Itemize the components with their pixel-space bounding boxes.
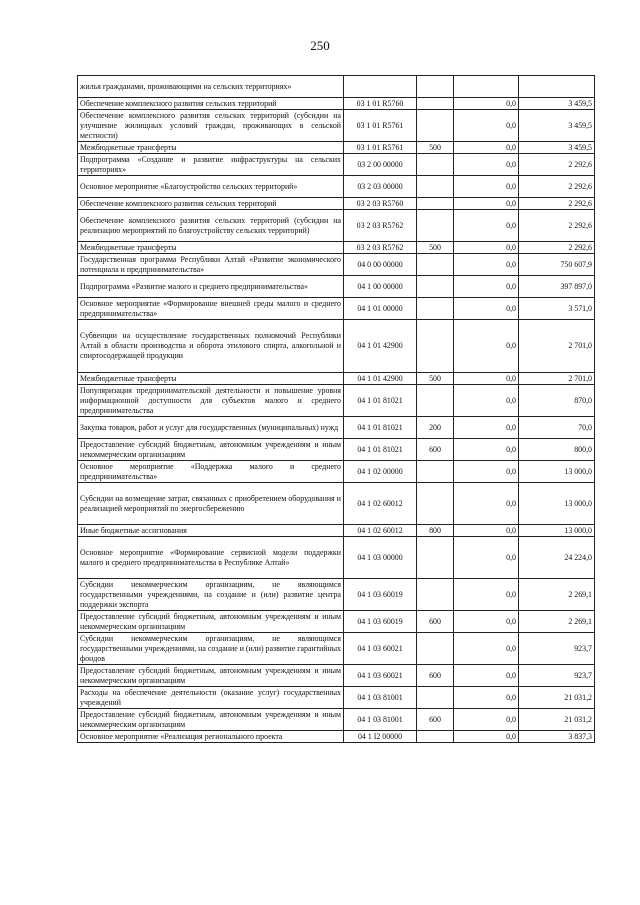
amount-cell: 0,0	[454, 298, 519, 320]
table-row	[78, 242, 595, 254]
row-name-cell: Предоставление субсидий бюджетным, автономным учреждениям и иным некоммерческим организациям	[78, 709, 344, 731]
amount-cell: 2 292,6	[519, 154, 595, 176]
expense-type-cell	[417, 731, 454, 743]
row-name-cell: Межбюджетные трансферты	[78, 242, 344, 254]
row-name-cell: Субсидии на возмещение затрат, связанных с приобретением оборудования и реализацией мероприятий по энергосбережению	[78, 483, 344, 525]
target-code-cell: 04 1 03 60019	[344, 579, 417, 611]
table-row	[78, 731, 595, 743]
row-name-cell: Государственная программа Республики Алтай «Развитие экономического потенциала и предпринимательства»	[78, 254, 344, 276]
row-name-cell: Межбюджетные трансферты	[78, 142, 344, 154]
amount-cell: 3 459,5	[519, 110, 595, 142]
amount-cell: 2 292,6	[519, 210, 595, 242]
expense-type-cell	[417, 210, 454, 242]
amount-cell: 0,0	[454, 579, 519, 611]
row-name-cell: Субсидии некоммерческим организациям, не являющимся государственными учреждениями, на создание и (или) развитие центра поддержки экспорта	[78, 579, 344, 611]
target-code-cell: 04 1 02 60012	[344, 483, 417, 525]
table-row	[78, 525, 595, 537]
page-number: 250	[310, 38, 330, 53]
expense-type-cell	[417, 579, 454, 611]
amount-cell	[519, 76, 595, 98]
amount-cell: 70,0	[519, 417, 595, 439]
target-code-cell: 04 1 01 81021	[344, 385, 417, 417]
table-row	[78, 483, 595, 525]
row-name-cell: Расходы на обеспечение деятельности (оказание услуг) государственных учреждений	[78, 687, 344, 709]
expense-type-cell	[417, 385, 454, 417]
amount-cell: 0,0	[454, 633, 519, 665]
amount-cell: 0,0	[454, 525, 519, 537]
row-name-cell: Субсидии некоммерческим организациям, не являющимся государственными учреждениями, на создание и (или) развитие гарантийных фондов	[78, 633, 344, 665]
table-row	[78, 320, 595, 373]
table-row	[78, 210, 595, 242]
row-name-cell: Предоставление субсидий бюджетным, автономным учреждениям и иным некоммерческим организациям	[78, 611, 344, 633]
amount-cell: 2 269,1	[519, 579, 595, 611]
amount-cell: 0,0	[454, 665, 519, 687]
amount-cell: 0,0	[454, 439, 519, 461]
target-code-cell: 04 1 01 81021	[344, 417, 417, 439]
target-code-cell: 04 1 00 00000	[344, 276, 417, 298]
row-name-cell: Основное мероприятие «Благоустройство сельских территорий»	[78, 176, 344, 198]
amount-cell: 397 897,0	[519, 276, 595, 298]
amount-cell: 750 607,9	[519, 254, 595, 276]
amount-cell: 3 837,3	[519, 731, 595, 743]
target-code-cell: 04 1 03 60019	[344, 611, 417, 633]
row-name-cell: Предоставление субсидий бюджетным, автономным учреждениям и иным некоммерческим организациям	[78, 665, 344, 687]
expense-type-cell: 500	[417, 373, 454, 385]
table-row	[78, 110, 595, 142]
amount-cell: 0,0	[454, 276, 519, 298]
amount-cell: 2 269,1	[519, 611, 595, 633]
amount-cell: 2 292,6	[519, 242, 595, 254]
target-code-cell: 04 1 03 81001	[344, 687, 417, 709]
amount-cell: 923,7	[519, 665, 595, 687]
target-code-cell: 04 1 01 00000	[344, 298, 417, 320]
expense-type-cell	[417, 98, 454, 110]
amount-cell: 0,0	[454, 709, 519, 731]
table-row	[78, 537, 595, 579]
expense-type-cell: 500	[417, 242, 454, 254]
row-name-cell: Обеспечение комплексного развития сельских территорий (субсидии на улучшение жилищных условий граждан, проживающих в сельской местности)	[78, 110, 344, 142]
amount-cell: 2 292,6	[519, 198, 595, 210]
amount-cell: 13 000,0	[519, 483, 595, 525]
target-code-cell: 03 2 00 00000	[344, 154, 417, 176]
target-code-cell: 04 1 02 60012	[344, 525, 417, 537]
expense-type-cell	[417, 298, 454, 320]
amount-cell: 0,0	[454, 198, 519, 210]
amount-cell: 0,0	[454, 320, 519, 373]
amount-cell: 0,0	[454, 176, 519, 198]
table-row	[78, 276, 595, 298]
amount-cell	[454, 76, 519, 98]
expense-type-cell	[417, 320, 454, 373]
amount-cell: 0,0	[454, 373, 519, 385]
target-code-cell: 04 1 03 81001	[344, 709, 417, 731]
amount-cell: 0,0	[454, 98, 519, 110]
target-code-cell: 04 1 03 60021	[344, 665, 417, 687]
amount-cell: 13 000,0	[519, 461, 595, 483]
budget-table-body	[78, 76, 595, 743]
expense-type-cell	[417, 198, 454, 210]
amount-cell: 3 571,0	[519, 298, 595, 320]
expense-type-cell	[417, 110, 454, 142]
target-code-cell: 04 1 01 42900	[344, 320, 417, 373]
expense-type-cell	[417, 154, 454, 176]
amount-cell: 0,0	[454, 417, 519, 439]
amount-cell: 3 459,5	[519, 142, 595, 154]
row-name-cell: Основное мероприятие «Поддержка малого и среднего предпринимательства»	[78, 461, 344, 483]
expense-type-cell	[417, 687, 454, 709]
amount-cell: 923,7	[519, 633, 595, 665]
amount-cell: 0,0	[454, 254, 519, 276]
target-code-cell: 03 2 03 00000	[344, 176, 417, 198]
row-name-cell: Популяризация предпринимательской деятельности и повышение уровня информационной доступности для субъектов малого и среднего предпринимательства	[78, 385, 344, 417]
amount-cell: 870,0	[519, 385, 595, 417]
amount-cell: 800,0	[519, 439, 595, 461]
row-name-cell: Основное мероприятие «Формирование внешней среды малого и среднего предпринимательства»	[78, 298, 344, 320]
amount-cell: 3 459,5	[519, 98, 595, 110]
row-name-cell: Иные бюджетные ассигнования	[78, 525, 344, 537]
table-row	[78, 76, 595, 98]
row-name-cell: Субвенции на осуществление государственных полномочий Республики Алтай в области производства и оборота этилового спирта, алкогольной и спиртосодержащей продукции	[78, 320, 344, 373]
expense-type-cell: 600	[417, 665, 454, 687]
row-name-cell: Предоставление субсидий бюджетным, автономным учреждениям и иным некоммерческим организациям	[78, 439, 344, 461]
target-code-cell: 03 2 03 R5762	[344, 242, 417, 254]
table-row	[78, 665, 595, 687]
amount-cell: 13 000,0	[519, 525, 595, 537]
expense-type-cell	[417, 633, 454, 665]
amount-cell: 0,0	[454, 687, 519, 709]
target-code-cell: 03 1 01 R5761	[344, 142, 417, 154]
amount-cell: 0,0	[454, 731, 519, 743]
target-code-cell: 04 0 00 00000	[344, 254, 417, 276]
row-name-cell: Подпрограмма «Создание и развитие инфраструктуры на сельских территориях»	[78, 154, 344, 176]
amount-cell: 21 031,2	[519, 687, 595, 709]
target-code-cell: 03 1 01 R5761	[344, 110, 417, 142]
amount-cell: 2 701,0	[519, 373, 595, 385]
table-row	[78, 176, 595, 198]
table-row	[78, 254, 595, 276]
expense-type-cell	[417, 254, 454, 276]
target-code-cell	[344, 76, 417, 98]
amount-cell: 0,0	[454, 210, 519, 242]
amount-cell: 2 701,0	[519, 320, 595, 373]
table-row	[78, 417, 595, 439]
table-row	[78, 687, 595, 709]
amount-cell: 21 031,2	[519, 709, 595, 731]
amount-cell: 0,0	[454, 461, 519, 483]
table-row	[78, 385, 595, 417]
expense-type-cell	[417, 483, 454, 525]
table-row	[78, 633, 595, 665]
budget-table	[77, 75, 595, 743]
amount-cell: 0,0	[454, 110, 519, 142]
row-name-cell: Подпрограмма «Развитие малого и среднего предпринимательства»	[78, 276, 344, 298]
amount-cell: 2 292,6	[519, 176, 595, 198]
expense-type-cell	[417, 176, 454, 198]
row-name-cell: жилья гражданами, проживающими на сельских территориях»	[78, 76, 344, 98]
table-row	[78, 198, 595, 210]
table-row	[78, 98, 595, 110]
expense-type-cell: 600	[417, 439, 454, 461]
amount-cell: 24 224,0	[519, 537, 595, 579]
expense-type-cell: 600	[417, 611, 454, 633]
table-row	[78, 142, 595, 154]
expense-type-cell: 600	[417, 709, 454, 731]
target-code-cell: 04 1 02 00000	[344, 461, 417, 483]
amount-cell: 0,0	[454, 537, 519, 579]
target-code-cell: 03 2 03 R5760	[344, 198, 417, 210]
table-row	[78, 373, 595, 385]
amount-cell: 0,0	[454, 483, 519, 525]
row-name-cell: Обеспечение комплексного развития сельских территорий	[78, 198, 344, 210]
expense-type-cell	[417, 537, 454, 579]
expense-type-cell: 800	[417, 525, 454, 537]
row-name-cell: Обеспечение комплексного развития сельских территорий	[78, 98, 344, 110]
row-name-cell: Обеспечение комплексного развития сельских территорий (субсидии на реализацию мероприятий по благоустройству сельских территорий)	[78, 210, 344, 242]
table-row	[78, 439, 595, 461]
table-row	[78, 154, 595, 176]
amount-cell: 0,0	[454, 611, 519, 633]
target-code-cell: 03 2 03 R5762	[344, 210, 417, 242]
expense-type-cell: 200	[417, 417, 454, 439]
row-name-cell: Основное мероприятие «Реализация регионального проекта	[78, 731, 344, 743]
expense-type-cell	[417, 276, 454, 298]
target-code-cell: 03 1 01 R5760	[344, 98, 417, 110]
row-name-cell: Основное мероприятие «Формирование сервисной модели поддержки малого и среднего предпринимательства в Республике Алтай»	[78, 537, 344, 579]
amount-cell: 0,0	[454, 242, 519, 254]
target-code-cell: 04 1 01 81021	[344, 439, 417, 461]
target-code-cell: 04 1 03 00000	[344, 537, 417, 579]
row-name-cell: Межбюджетные трансферты	[78, 373, 344, 385]
amount-cell: 0,0	[454, 154, 519, 176]
expense-type-cell: 500	[417, 142, 454, 154]
table-row	[78, 298, 595, 320]
target-code-cell: 04 1 I2 00000	[344, 731, 417, 743]
target-code-cell: 04 1 01 42900	[344, 373, 417, 385]
table-row	[78, 611, 595, 633]
expense-type-cell	[417, 461, 454, 483]
row-name-cell: Закупка товаров, работ и услуг для государственных (муниципальных) нужд	[78, 417, 344, 439]
amount-cell: 0,0	[454, 142, 519, 154]
amount-cell: 0,0	[454, 385, 519, 417]
table-row	[78, 709, 595, 731]
target-code-cell: 04 1 03 60021	[344, 633, 417, 665]
expense-type-cell	[417, 76, 454, 98]
table-row	[78, 579, 595, 611]
table-row	[78, 461, 595, 483]
